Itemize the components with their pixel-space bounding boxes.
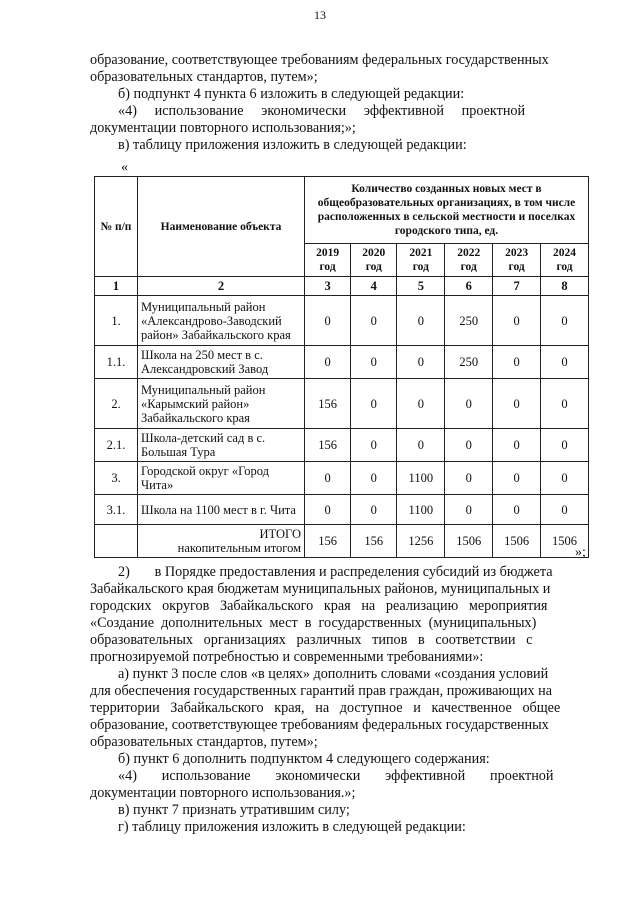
row-num: 2. — [95, 379, 138, 429]
row-value: 250 — [445, 346, 493, 379]
item-a-line: образование, соответствующее требованиям федеральных государственных — [90, 717, 549, 733]
index-cell: 1 — [95, 277, 138, 296]
row-value: 0 — [541, 462, 589, 495]
index-cell: 3 — [305, 277, 351, 296]
row-value: 0 — [351, 379, 397, 429]
row-value: 0 — [397, 346, 445, 379]
quote-line: документации повторного использования.»; — [90, 785, 356, 801]
row-num: 3. — [95, 462, 138, 495]
row-value: 0 — [541, 346, 589, 379]
table-row — [95, 462, 589, 495]
row-name: Муниципальный район «Александрово-Заводский район» Забайкальского края — [138, 296, 305, 346]
row-value: 0 — [351, 429, 397, 462]
index-cell: 4 — [351, 277, 397, 296]
total-value: 1506 — [445, 525, 493, 558]
row-value: 1100 — [397, 495, 445, 525]
item-a-line: территории Забайкальского края, на доступное и качественное общее — [90, 700, 561, 716]
total-value: 1256 — [397, 525, 445, 558]
header-name: Наименование объекта — [138, 177, 305, 277]
header-group: Количество созданных новых мест в общеобразовательных организациях, в том числе расположенных в сельской местности и поселках городского типа, ед. — [305, 177, 589, 244]
table-row — [95, 296, 589, 346]
section-line: городских округов Забайкальского края на реализацию мероприятия — [90, 598, 548, 614]
index-cell: 2 — [138, 277, 305, 296]
row-name: Муниципальный район «Карымский район» Забайкальского края — [138, 379, 305, 429]
row-name: Школа на 1100 мест в г. Чита — [138, 495, 305, 525]
opening-quote: « — [121, 160, 128, 175]
item-a-line: образовательных стандартов, путем»; — [90, 734, 318, 750]
total-value: 1506 — [493, 525, 541, 558]
row-value: 0 — [305, 346, 351, 379]
year-header: 2020 год — [351, 244, 397, 277]
row-num: 3.1. — [95, 495, 138, 525]
index-cell: 8 — [541, 277, 589, 296]
row-value: 0 — [541, 429, 589, 462]
row-value: 0 — [493, 462, 541, 495]
row-value: 0 — [493, 379, 541, 429]
quote-line: «4) использование экономически эффективной проектной — [118, 103, 526, 119]
row-value: 0 — [493, 296, 541, 346]
total-value: 1506 — [541, 525, 589, 558]
year-header: 2022 год — [445, 244, 493, 277]
row-name: Школа-детский сад в с. Большая Тура — [138, 429, 305, 462]
row-value: 0 — [541, 495, 589, 525]
total-row — [95, 525, 589, 558]
table-row — [95, 346, 589, 379]
top-paragraph — [90, 52, 590, 154]
header-num: № п/п — [95, 177, 138, 277]
row-num: 1.1. — [95, 346, 138, 379]
row-value: 0 — [305, 296, 351, 346]
closing-quote: »; — [575, 545, 586, 560]
year-header: 2024 год — [541, 244, 589, 277]
row-value: 0 — [541, 296, 589, 346]
row-num: 2.1. — [95, 429, 138, 462]
row-value: 0 — [445, 495, 493, 525]
row-name: Школа на 250 мест в с. Александровский Завод — [138, 346, 305, 379]
item-b: б) подпункт 4 пункта 6 изложить в следующей редакции: — [118, 86, 465, 102]
year-header: 2023 год — [493, 244, 541, 277]
section-line: Забайкальского края бюджетам муниципальных районов, муниципальных и — [90, 581, 551, 597]
year-header: 2021 год — [397, 244, 445, 277]
item-g: г) таблицу приложения изложить в следующей редакции: — [118, 819, 466, 835]
row-num: 1. — [95, 296, 138, 346]
total-label — [138, 525, 305, 558]
table-row — [95, 495, 589, 525]
row-value: 156 — [305, 379, 351, 429]
index-row — [95, 277, 589, 296]
row-value: 1100 — [397, 462, 445, 495]
row-value: 0 — [445, 462, 493, 495]
row-value: 0 — [351, 462, 397, 495]
row-name: Городской округ «Город Чита» — [138, 462, 305, 495]
section-line: 2) в Порядке предоставления и распределения субсидий из бюджета — [118, 564, 553, 580]
item-v: в) таблицу приложения изложить в следующей редакции: — [118, 137, 467, 153]
total-num-empty — [95, 525, 138, 558]
index-cell: 7 — [493, 277, 541, 296]
section-line: образовательных организациях различных типов в соответствии с — [90, 632, 533, 648]
row-value: 0 — [493, 429, 541, 462]
year-header: 2019 год — [305, 244, 351, 277]
row-value: 0 — [351, 296, 397, 346]
row-value: 156 — [305, 429, 351, 462]
total-label-line: ИТОГО — [259, 527, 301, 541]
table-row — [95, 429, 589, 462]
page-number: 13 — [314, 8, 326, 22]
item-b: б) пункт 6 дополнить подпунктом 4 следующего содержания: — [118, 751, 490, 767]
objects-table — [94, 176, 589, 558]
item-a-line: а) пункт 3 после слов «в целях» дополнить словами «создания условий — [118, 666, 549, 682]
total-value: 156 — [351, 525, 397, 558]
row-value: 0 — [351, 346, 397, 379]
quote-line: «4) использование экономически эффективной проектной — [118, 768, 554, 784]
paragraph-line: образовательных стандартов, путем»; — [90, 69, 318, 85]
section-2 — [90, 564, 590, 836]
row-value: 0 — [493, 495, 541, 525]
total-value: 156 — [305, 525, 351, 558]
row-value: 0 — [305, 495, 351, 525]
row-value: 250 — [445, 296, 493, 346]
row-value: 0 — [351, 495, 397, 525]
paragraph-line: образование, соответствующее требованиям федеральных государственных — [90, 52, 549, 68]
quote-line: документации повторного использования;»; — [90, 120, 356, 136]
row-value: 0 — [493, 346, 541, 379]
row-value: 0 — [541, 379, 589, 429]
total-label-line: накопительным итогом — [177, 541, 301, 555]
item-v: в) пункт 7 признать утратившим силу; — [118, 802, 350, 818]
table-header-row — [95, 177, 589, 244]
row-value: 0 — [445, 379, 493, 429]
row-value: 0 — [397, 296, 445, 346]
index-cell: 6 — [445, 277, 493, 296]
section-line: «Создание дополнительных мест в государственных (муниципальных) — [90, 615, 537, 631]
item-a-line: для обеспечения государственных гарантий прав граждан, проживающих на — [90, 683, 553, 699]
row-value: 0 — [445, 429, 493, 462]
table-row — [95, 379, 589, 429]
section-line: прогнозируемой потребностью и современными требованиями»: — [90, 649, 484, 665]
index-cell: 5 — [397, 277, 445, 296]
row-value: 0 — [305, 462, 351, 495]
row-value: 0 — [397, 379, 445, 429]
row-value: 0 — [397, 429, 445, 462]
